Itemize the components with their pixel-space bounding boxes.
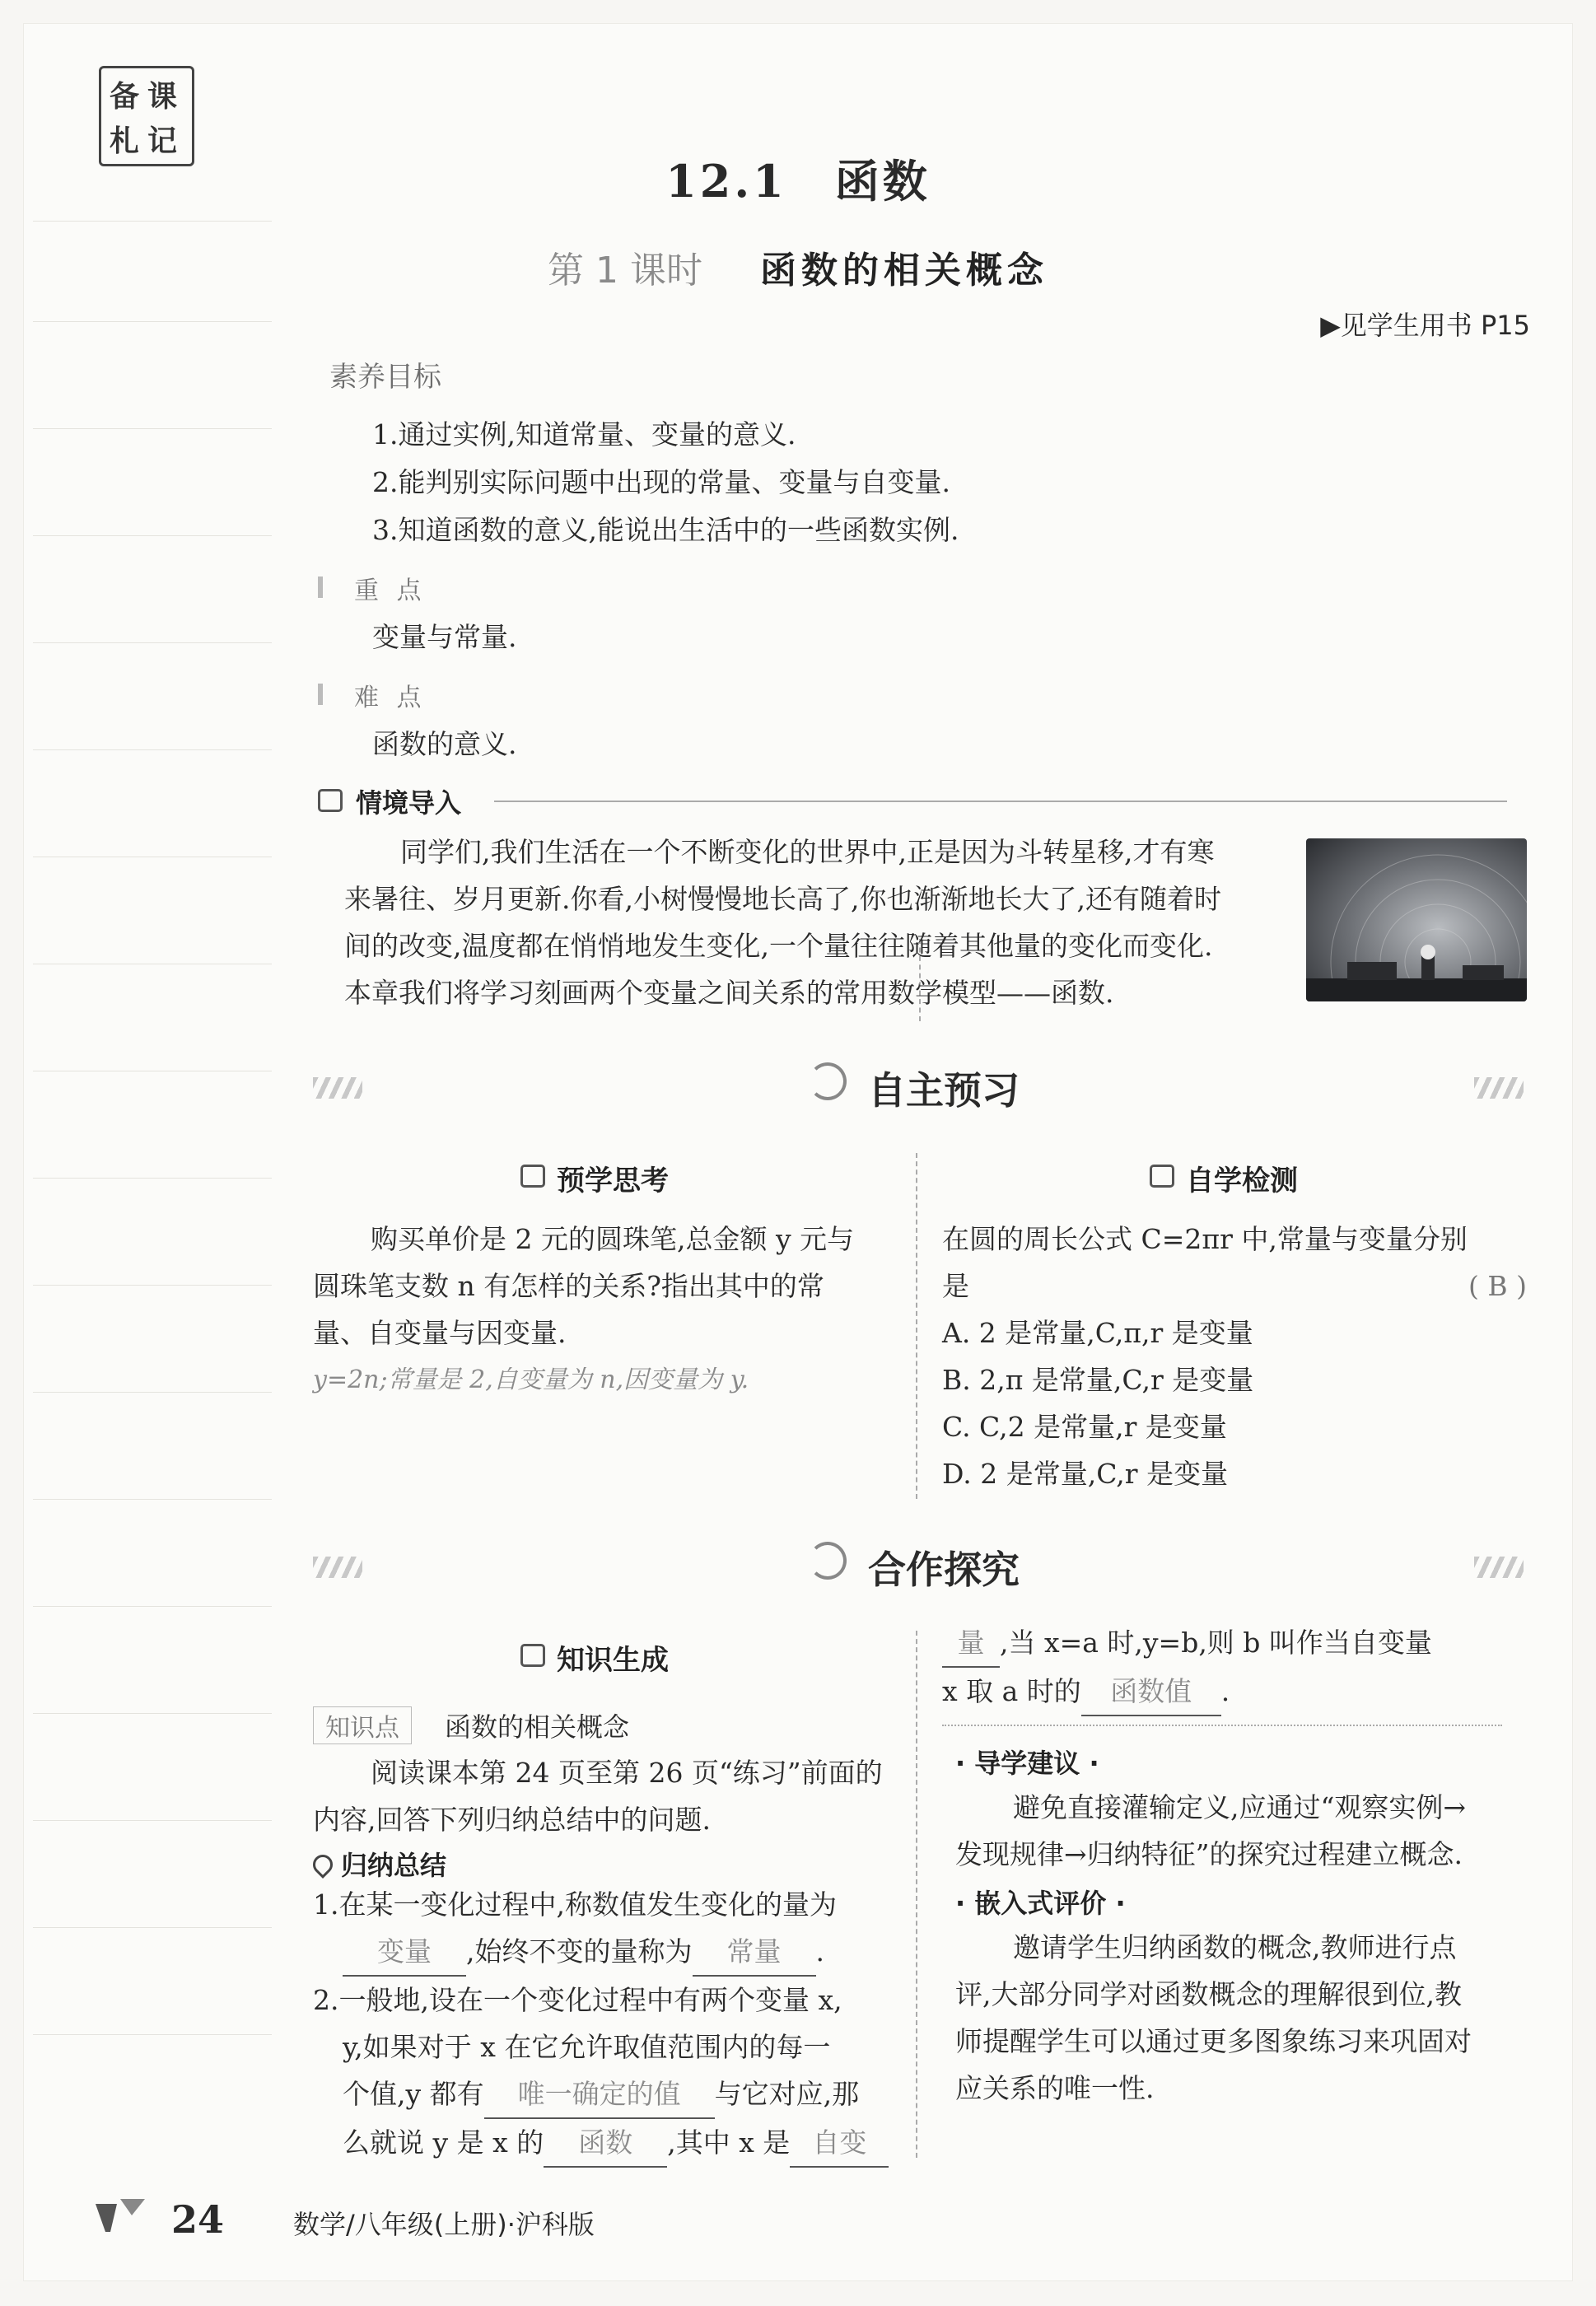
margin-line (33, 221, 272, 222)
book-info: 数学/八年级(上册)·沪科版 (293, 2209, 595, 2240)
preview-think-question (313, 1216, 906, 1403)
banner-decoration (313, 1077, 362, 1099)
margin-line (33, 642, 272, 643)
q2-line: 2.一般地,设在一个变化过程中有两个变量 x, (313, 1984, 842, 2016)
margin-line (33, 1392, 272, 1393)
explore-banner-icon (809, 1542, 847, 1580)
difficult-point-text: 函数的意义. (372, 728, 517, 760)
margin-line (33, 428, 272, 429)
lesson-subtitle (0, 240, 1596, 293)
continuation-line: x 取 a 时的 (942, 1675, 1081, 1707)
evaluation-line: 评,大部分同学对函数概念的理解很到位,教 (955, 1978, 1462, 2010)
q1-line: ,始终不变的量称为 (466, 1935, 693, 1968)
q1-line: . (815, 1935, 824, 1968)
preview-think-answer: y=2n;常量是 2,自变量为 n,因变量为 y. (313, 1365, 749, 1394)
knowledge-point-tag: 知识点 (313, 1706, 412, 1744)
option-d: D. 2 是常量,C,r 是变量 (942, 1458, 1229, 1490)
summary-questions (313, 1881, 914, 2168)
intro-line: 本章我们将学习刻画两个变量之间关系的常用数学模型——函数. (344, 977, 1114, 1009)
q2-line: 个值,y 都有 (343, 2078, 484, 2110)
margin-line (33, 1606, 272, 1607)
option-a: A. 2 是常量,C,π,r 是变量 (942, 1317, 1253, 1349)
explore-banner-title: 合作探究 (868, 1547, 1020, 1592)
q2-line: ,其中 x 是 (667, 2126, 791, 2159)
question-line: 购买单价是 2 元的圆珠笔,总金额 y 元与 (371, 1223, 855, 1255)
stamp-char: 记 (147, 124, 178, 158)
summary-label: 归纳总结 (341, 1850, 447, 1881)
reading-line: 阅读课本第 24 页至第 26 页“练习”前面的 (371, 1757, 883, 1789)
definition-continuation (942, 1619, 1535, 1716)
margin-line (33, 749, 272, 750)
preview-banner-icon (809, 1062, 847, 1100)
goal-item: 3.知道函数的意义,能说出生活中的一些函数实例. (372, 514, 959, 546)
difficult-point-marker (318, 684, 323, 705)
option-b: B. 2,π 是常量,C,r 是变量 (942, 1364, 1254, 1396)
evaluation-line: 师提醒学生可以通过更多图象练习来巩固对 (955, 2025, 1472, 2057)
student-book-reference: ▶见学生用书 P15 (1320, 310, 1530, 341)
page-title: 12.1 函数 (665, 155, 931, 208)
stamp-char: 课 (147, 80, 178, 114)
intro-line: 来暑往、岁月更新.你看,小树慢慢地长高了,你也渐渐地长大了,还有随着时 (344, 883, 1221, 915)
margin-line (33, 2034, 272, 2035)
reading-line: 内容,回答下列归纳总结中的问题. (313, 1804, 711, 1836)
self-test-label: 自学检测 (1186, 1165, 1298, 1197)
reading-instruction (313, 1749, 906, 1843)
margin-line (33, 1713, 272, 1714)
q1-line: 1.在某一变化过程中,称数值发生变化的量为 (313, 1888, 837, 1921)
banner-decoration (1474, 1557, 1524, 1578)
margin-line (33, 1820, 272, 1821)
goal-item: 1.通过实例,知道常量、变量的意义. (372, 418, 796, 450)
q1-blank-1: 变量 (343, 1928, 466, 1977)
key-point-text: 变量与常量. (372, 621, 517, 653)
column-divider (916, 1631, 917, 2158)
stamp-char: 备 (110, 80, 140, 114)
margin-line (33, 1285, 272, 1286)
evaluation-line: 应关系的唯一性. (955, 2072, 1155, 2104)
question-line: 量、自变量与因变量. (313, 1317, 567, 1349)
guide-text (955, 1784, 1532, 1878)
self-test-icon (1150, 1165, 1174, 1188)
difficult-point-label: 难 点 (354, 684, 427, 712)
preview-think-icon (520, 1165, 545, 1188)
knowledge-icon (520, 1644, 545, 1667)
intro-label: 情境导入 (356, 787, 462, 819)
knowledge-label: 知识生成 (557, 1644, 669, 1677)
margin-line (33, 1178, 272, 1179)
q2-line: 么就说 y 是 x 的 (343, 2126, 544, 2159)
margin-line (33, 1927, 272, 1928)
self-test-question (942, 1216, 1527, 1497)
continuation-blank-1: 量 (942, 1619, 1000, 1668)
preview-think-label: 预学思考 (557, 1165, 669, 1197)
starry-night-photo (1306, 838, 1527, 1001)
goal-item: 2.能判别实际问题中出现的常量、变量与自变量. (372, 466, 950, 498)
guide-label: · 导学建议 · (955, 1748, 1099, 1779)
margin-line (33, 535, 272, 536)
knowledge-point-title: 函数的相关概念 (445, 1711, 630, 1743)
q2-blank-function: 函数 (544, 2119, 667, 2168)
q2-line: y,如果对于 x 在它允许取值范围内的每一 (343, 2031, 831, 2063)
intro-line: 间的改变,温度都在悄悄地发生变化,一个量往往随着其他量的变化而变化. (344, 930, 1213, 962)
stamp-char: 札 (110, 124, 140, 158)
self-test-answer: ( B ) (1468, 1270, 1527, 1302)
intro-paragraph (344, 829, 1300, 1016)
key-point-marker (318, 576, 323, 598)
evaluation-text (955, 1924, 1532, 2112)
dotted-separator (942, 1725, 1502, 1726)
guide-line: 避免直接灌输定义,应通过“观察实例→ (1013, 1791, 1467, 1823)
q2-line: 与它对应,那 (714, 2078, 860, 2110)
question-line: 圆珠笔支数 n 有怎样的关系?指出其中的常 (313, 1270, 824, 1302)
continuation-blank-2: 函数值 (1081, 1668, 1221, 1716)
q1-blank-2: 常量 (693, 1928, 816, 1977)
evaluation-line: 邀请学生归纳函数的概念,教师进行点 (1013, 1931, 1457, 1963)
intro-line: 同学们,我们生活在一个不断变化的世界中,正是因为斗转星移,才有寒 (400, 836, 1215, 868)
footer-ornament (92, 2196, 148, 2234)
banner-decoration (313, 1557, 362, 1578)
guide-line: 发现规律→归纳特征”的探究过程建立概念. (955, 1838, 1463, 1870)
q2-blank-unique-value: 唯一确定的值 (484, 2070, 715, 2119)
margin-line (33, 321, 272, 322)
continuation-line: . (1220, 1675, 1230, 1707)
page-number: 24 (171, 2197, 225, 2242)
lesson-number: 第 1 课时 (548, 250, 702, 292)
evaluation-label: · 嵌入式评价 · (955, 1888, 1126, 1919)
option-c: C. C,2 是常量,r 是变量 (942, 1411, 1227, 1443)
question-line: 在圆的周长公式 C=2πr 中,常量与变量分别 (942, 1223, 1468, 1255)
intro-frame-top (494, 801, 1507, 802)
intro-icon (318, 789, 343, 812)
preview-banner-title: 自主预习 (868, 1068, 1020, 1113)
margin-line (33, 1499, 272, 1500)
goals-label: 素养目标 (329, 361, 441, 394)
lesson-topic: 函数的相关概念 (759, 250, 1048, 292)
column-divider (916, 1153, 917, 1499)
banner-decoration (1474, 1077, 1524, 1099)
q2-blank-variable: 自变 (790, 2119, 889, 2168)
key-point-label: 重 点 (354, 576, 427, 605)
question-line: 是 (942, 1270, 969, 1302)
continuation-line: ,当 x=a 时,y=b,则 b 叫作当自变量 (1000, 1627, 1432, 1659)
